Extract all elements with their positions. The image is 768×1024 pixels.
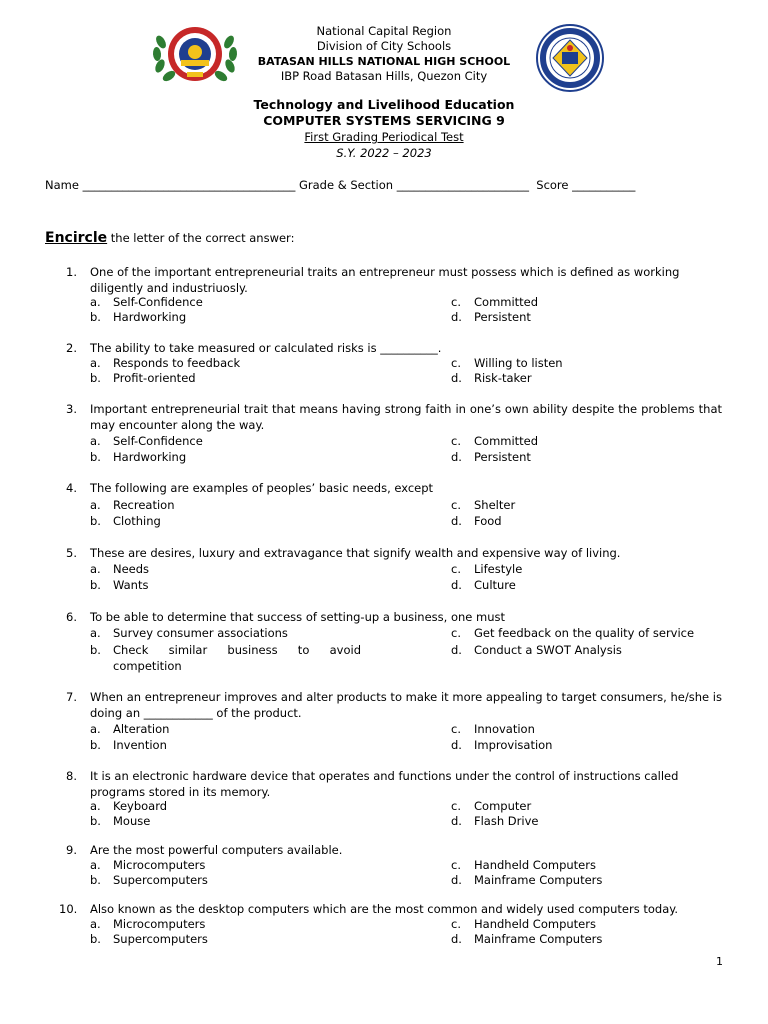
option-letter: a.: [90, 722, 101, 736]
region-line: National Capital Region: [316, 24, 452, 38]
subject-block: [0, 97, 768, 161]
option-text: Mainframe Computers: [474, 873, 603, 887]
option-text: Clothing: [113, 514, 161, 528]
option-text: Persistent: [474, 450, 531, 464]
option-text: Improvisation: [474, 738, 553, 752]
option-letter: c.: [451, 858, 461, 872]
option-letter: b.: [90, 932, 101, 946]
option-letter: d.: [451, 371, 462, 385]
option-letter: b.: [90, 738, 101, 752]
division-line: Division of City Schools: [316, 39, 452, 53]
option-letter: c.: [451, 498, 461, 512]
question-number: 3.: [66, 402, 77, 416]
option-letter: a.: [90, 295, 101, 309]
option-text: Get feedback on the quality of service: [474, 626, 695, 640]
option-text: Persistent: [474, 310, 531, 324]
option-text: Responds to feedback: [113, 356, 241, 370]
option-text: Microcomputers: [113, 858, 206, 872]
option-letter: d.: [451, 450, 462, 464]
option-text: Self-Confidence: [113, 295, 203, 309]
option-text: Hardworking: [113, 310, 187, 324]
option-text: Handheld Computers: [474, 858, 596, 872]
option-letter: a.: [90, 562, 101, 576]
question-stem: It is an electronic hardware device that operates and functions under the control of instructions called programs stored in its memory.: [90, 769, 679, 799]
option-letter: c.: [451, 356, 461, 370]
option-letter: a.: [90, 917, 101, 931]
option-letter: d.: [451, 643, 462, 657]
option-text: Shelter: [474, 498, 516, 512]
option-letter: a.: [90, 498, 101, 512]
option-text: Needs: [113, 562, 150, 576]
option-letter: b.: [90, 873, 101, 887]
school-name: BATASAN HILLS NATIONAL HIGH SCHOOL: [257, 55, 511, 68]
option-letter: c.: [451, 722, 461, 736]
option-text: Hardworking: [113, 450, 187, 464]
option-text: Profit-oriented: [113, 371, 196, 385]
instruction-keyword: Encircle: [45, 230, 108, 246]
test-title: First Grading Periodical Test: [304, 130, 464, 144]
option-text: Willing to listen: [474, 356, 563, 370]
option-letter: b.: [90, 371, 101, 385]
option-text: Innovation: [474, 722, 535, 736]
instruction: [45, 230, 294, 246]
option-text: Wants: [113, 578, 149, 592]
option-letter: a.: [90, 799, 101, 813]
option-letter: d.: [451, 738, 462, 752]
option-letter: b.: [90, 643, 101, 657]
option-text: Lifestyle: [474, 562, 523, 576]
option-letter: a.: [90, 858, 101, 872]
school-year: S.Y. 2022 – 2023: [336, 146, 432, 160]
option-text: Committed: [474, 295, 539, 309]
question-stem: The following are examples of peoples’ basic needs, except: [90, 481, 434, 495]
option-text: Conduct a SWOT Analysis: [474, 643, 622, 657]
question-number: 10.: [59, 902, 78, 916]
option-letter: c.: [451, 434, 461, 448]
option-text: Committed: [474, 434, 539, 448]
option-letter: d.: [451, 578, 462, 592]
question-number: 7.: [66, 690, 77, 704]
instruction-text: the letter of the correct answer:: [107, 231, 295, 245]
subject-course: COMPUTER SYSTEMS SERVICING 9: [263, 113, 505, 128]
option-letter: c.: [451, 917, 461, 931]
name-grade-score-line: Name _____________________________________ Grade & Section _______________________ Score ___________: [45, 178, 636, 192]
option-text: Check similar business to avoid competition: [113, 643, 361, 673]
option-letter: d.: [451, 932, 462, 946]
option-text: Risk-taker: [474, 371, 532, 385]
option-letter: c.: [451, 626, 461, 640]
option-letter: b.: [90, 450, 101, 464]
question-stem: Important entrepreneurial trait that means having strong faith in one’s own ability despite the problems that may encounter along the way.: [90, 402, 722, 432]
question-number: 5.: [66, 546, 77, 560]
option-text: Microcomputers: [113, 917, 206, 931]
subject-title: Technology and Livelihood Education: [253, 97, 515, 112]
option-letter: b.: [90, 514, 101, 528]
option-letter: a.: [90, 626, 101, 640]
question-stem: To be able to determine that success of setting-up a business, one must: [90, 610, 505, 624]
option-text: Invention: [113, 738, 167, 752]
option-letter: d.: [451, 873, 462, 887]
school-address: IBP Road Batasan Hills, Quezon City: [280, 69, 488, 83]
question-number: 6.: [66, 610, 77, 624]
question-stem: Are the most powerful computers available.: [90, 843, 343, 857]
option-text: Keyboard: [113, 799, 168, 813]
option-text: Flash Drive: [474, 814, 539, 828]
question-number: 9.: [66, 843, 77, 857]
option-letter: a.: [90, 434, 101, 448]
option-letter: b.: [90, 814, 101, 828]
option-letter: d.: [451, 310, 462, 324]
option-letter: d.: [451, 814, 462, 828]
option-text: Mouse: [113, 814, 151, 828]
option-text: Culture: [474, 578, 516, 592]
option-letter: d.: [451, 514, 462, 528]
school-header: [0, 24, 768, 84]
page-number: 1: [716, 955, 723, 968]
question-number: 1.: [66, 265, 77, 279]
question-stem: When an entrepreneur improves and alter products to make it more appealing to target consumers, he/she is doing an ____________ of the product.: [90, 690, 722, 720]
option-text: Survey consumer associations: [113, 626, 288, 640]
option-letter: c.: [451, 562, 461, 576]
option-text: Mainframe Computers: [474, 932, 603, 946]
question-stem: These are desires, luxury and extravagance that signify wealth and expensive way of living.: [90, 546, 621, 560]
question-stem: One of the important entrepreneurial traits an entrepreneur must possess which is defined as working diligently and industriuosly.: [90, 265, 680, 295]
option-letter: c.: [451, 799, 461, 813]
option-text: Handheld Computers: [474, 917, 596, 931]
option-text: Alteration: [113, 722, 170, 736]
option-text: Food: [474, 514, 502, 528]
option-letter: b.: [90, 310, 101, 324]
option-letter: c.: [451, 295, 461, 309]
option-text: Self-Confidence: [113, 434, 203, 448]
option-letter: a.: [90, 356, 101, 370]
option-text: Supercomputers: [113, 873, 208, 887]
option-text: Supercomputers: [113, 932, 208, 946]
option-text: Computer: [474, 799, 532, 813]
option-letter: b.: [90, 578, 101, 592]
question-stem: Also known as the desktop computers which are the most common and widely used computers today.: [90, 902, 679, 916]
question-stem: The ability to take measured or calculated risks is __________.: [90, 341, 442, 355]
question-number: 2.: [66, 341, 77, 355]
question-number: 8.: [66, 769, 77, 783]
question-number: 4.: [66, 481, 77, 495]
option-text: Recreation: [113, 498, 175, 512]
